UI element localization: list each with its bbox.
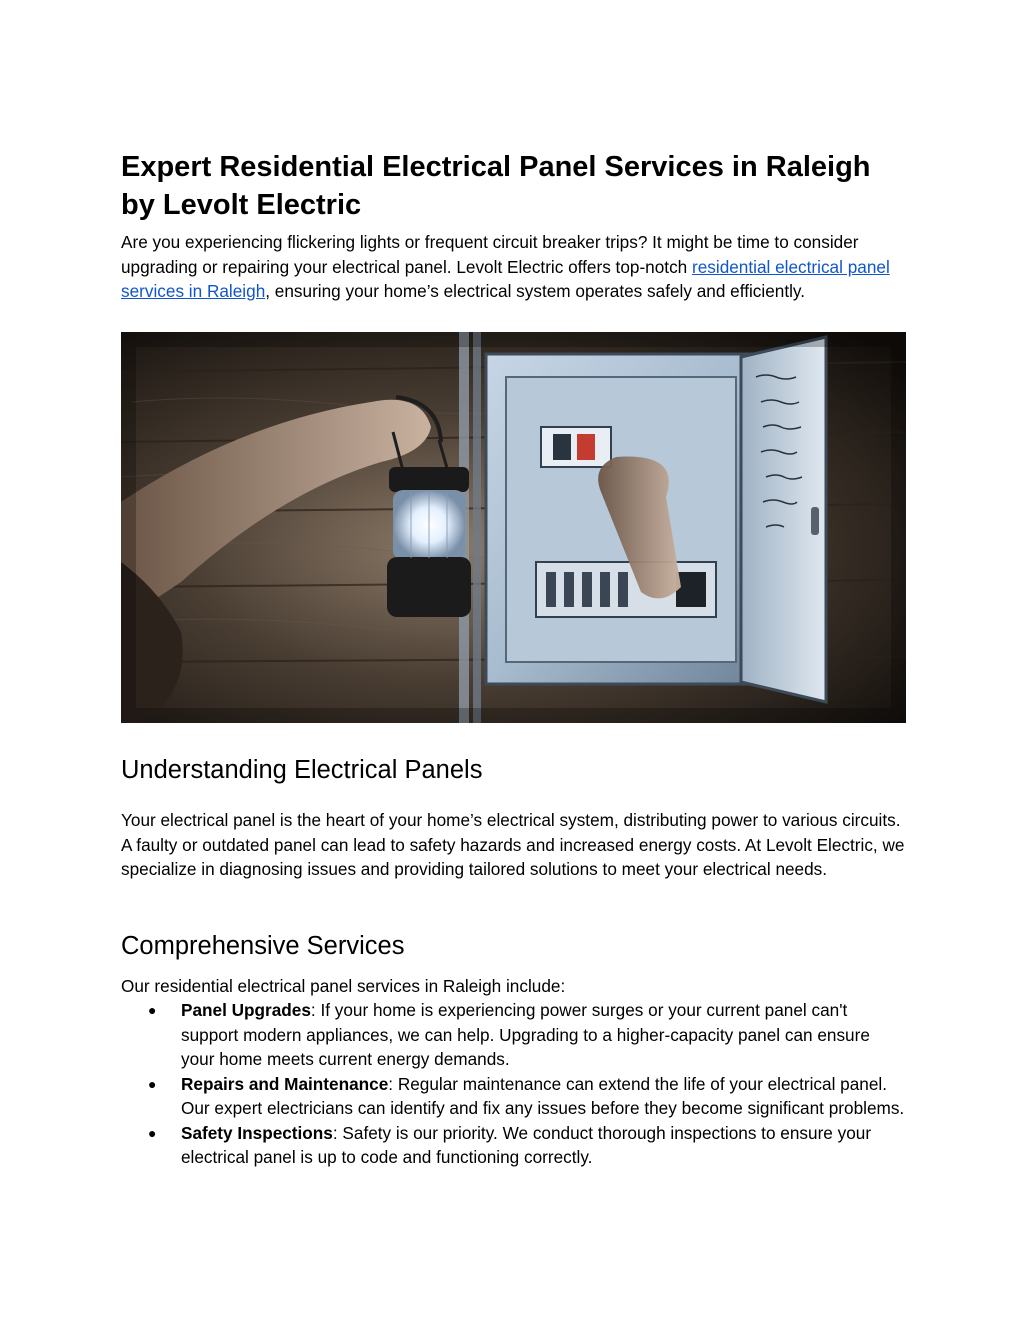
residential-panel-services-link[interactable]: residential electrical panel services in Raleigh bbox=[121, 256, 890, 301]
services-list bbox=[121, 998, 906, 1170]
intro-text-before-link: Are you experiencing flickering lights or frequent circuit breaker trips? It might be time to consider upgrading or repairing your electrical panel. Levolt Electric offers top-notch bbox=[121, 232, 859, 277]
bullet-icon: ● bbox=[148, 1124, 157, 1141]
list-item bbox=[121, 1072, 906, 1121]
intro-paragraph bbox=[121, 230, 906, 304]
list-item bbox=[121, 1121, 906, 1170]
service-label: Repairs and Maintenance bbox=[181, 1073, 389, 1094]
service-description: : Regular maintenance can extend the life of your electrical panel. Our expert electricians can identify and fix any issues before they become significant problems. bbox=[181, 1073, 905, 1118]
service-label: Panel Upgrades bbox=[181, 1000, 311, 1020]
page-title: Expert Residential Electrical Panel Services in Raleigh by Levolt Electric bbox=[121, 151, 871, 221]
service-description: : If your home is experiencing power surges or your current panel can't support modern appliances, we can help. Upgrading to a higher-capacity panel can ensure your home meets current energy demands. bbox=[181, 1000, 870, 1069]
service-description: : Safety is our priority. We conduct thorough inspections to ensure your electrical panel is up to code and functioning correctly. bbox=[181, 1122, 872, 1167]
bullet-icon: ● bbox=[148, 1002, 157, 1018]
intro-text-after-link: , ensuring your home’s electrical system operates safely and efficiently. bbox=[265, 281, 806, 301]
service-label: Safety Inspections bbox=[181, 1122, 333, 1143]
electrician-lantern-panel-photo bbox=[121, 332, 906, 723]
section-body-understanding: Your electrical panel is the heart of your home’s electrical system, distributing power to various circuits. A faulty or outdated panel can lead to safety hazards and increased energy costs. At Levolt Electric, we specialize in diagnosing issues and providing tailored solutions to meet your electrical needs. bbox=[121, 810, 905, 879]
section-heading-services: Comprehensive Services bbox=[121, 932, 405, 960]
list-item bbox=[121, 998, 906, 1072]
section-heading-understanding: Understanding Electrical Panels bbox=[121, 756, 483, 784]
bullet-icon: ● bbox=[148, 1075, 157, 1092]
section-body-services: Our residential electrical panel services in Raleigh include: bbox=[121, 976, 566, 996]
